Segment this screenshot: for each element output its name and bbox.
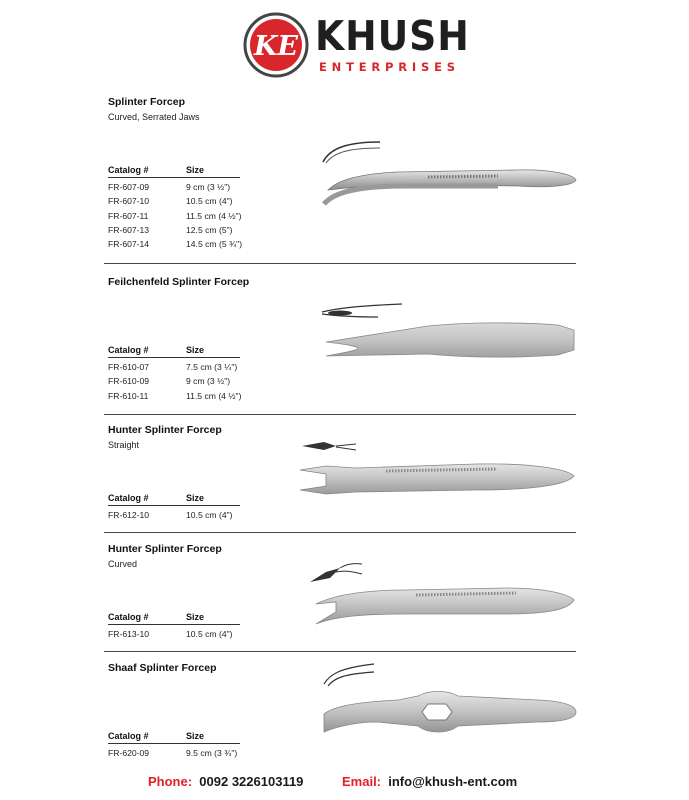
catalog-number: FR-610-07 (108, 362, 150, 372)
catalog-number: FR-620-09 (108, 748, 150, 758)
catalog-header: Catalog # (108, 731, 149, 741)
product-title: Feilchenfeld Splinter Forcep (108, 276, 250, 288)
catalog-number: FR-607-11 (108, 210, 149, 221)
phone-contact (148, 774, 303, 789)
catalog-number: FR-607-14 (108, 239, 150, 250)
brand-name: KHUSH (315, 12, 470, 60)
product-subtitle: Straight (108, 440, 140, 450)
table-row (108, 389, 240, 403)
table-row (108, 237, 243, 251)
size-value: 12.5 cm (5") (186, 224, 233, 235)
phone-number[interactable]: 0092 3226103119 (199, 774, 304, 789)
size-value: 9 cm (3 ½") (186, 182, 231, 192)
spec-table (108, 345, 240, 403)
table-row (108, 194, 240, 208)
size-header: Size (186, 612, 205, 622)
product-title: Hunter Splinter Forcep (108, 424, 222, 436)
size-value: 14.5 cm (5 ¾") (186, 239, 243, 250)
spec-table-header (108, 493, 240, 506)
shaaf-forcep-illustration (318, 656, 580, 736)
catalog-header: Catalog # (108, 165, 149, 175)
monogram-text: KE (253, 31, 299, 62)
product-title: Splinter Forcep (108, 96, 186, 108)
email-label: Email: (342, 774, 382, 789)
spec-table-header (108, 612, 240, 625)
catalog-number: FR-607-09 (108, 182, 150, 192)
section-divider (104, 263, 576, 264)
size-value: 9 cm (3 ½") (186, 376, 231, 387)
phone-label: Phone: (148, 774, 193, 789)
product-title: Shaaf Splinter Forcep (108, 662, 217, 674)
spec-table-header (108, 731, 240, 744)
size-value: 10.5 cm (4") (186, 196, 233, 207)
product-subtitle: Curved (108, 559, 138, 569)
contact-footer (0, 774, 689, 792)
table-row (108, 746, 240, 760)
product-title: Hunter Splinter Forcep (108, 543, 222, 555)
email-address[interactable]: info@khush-ent.com (388, 774, 518, 789)
feilchenfeld-forcep-illustration (318, 300, 580, 362)
size-header: Size (186, 165, 205, 175)
table-row (108, 374, 240, 388)
catalog-number: FR-607-10 (108, 196, 150, 207)
table-row (108, 508, 240, 522)
size-value: 10.5 cm (4") (186, 629, 233, 639)
product-subtitle: Curved, Serrated Jaws (108, 112, 200, 122)
size-value: 7.5 cm (3 ¼") (186, 362, 238, 372)
section-divider (104, 651, 576, 652)
size-value: 10.5 cm (4") (186, 510, 233, 520)
table-row (108, 627, 240, 641)
size-value: 11.5 cm (4 ½") (186, 390, 242, 401)
size-value: 11.5 cm (4 ½") (186, 210, 242, 221)
size-header: Size (186, 345, 205, 355)
size-header: Size (186, 493, 205, 503)
brand-subtitle: ENTERPRISES (319, 60, 460, 74)
catalog-header: Catalog # (108, 612, 149, 622)
hunter-curved-forcep-illustration (306, 558, 578, 630)
section-divider (104, 532, 576, 533)
spec-table (108, 612, 240, 641)
catalog-header: Catalog # (108, 493, 149, 503)
table-row (108, 360, 240, 374)
catalog-header: Catalog # (108, 345, 149, 355)
section-divider (104, 414, 576, 415)
catalog-number: FR-610-11 (108, 390, 149, 401)
spec-table (108, 165, 243, 251)
ke-monogram-icon (243, 12, 309, 78)
catalog-number: FR-610-09 (108, 376, 150, 387)
size-value: 9.5 cm (3 ¾") (186, 748, 238, 758)
catalog-number: FR-613-10 (108, 629, 150, 639)
size-header: Size (186, 731, 205, 741)
catalog-number: FR-612-10 (108, 510, 150, 520)
catalog-number: FR-607-13 (108, 224, 150, 235)
spec-table (108, 493, 240, 522)
spec-table-header (108, 345, 240, 358)
table-row (108, 209, 240, 223)
email-contact (342, 774, 517, 789)
brand-logo (243, 12, 473, 78)
hunter-straight-forcep-illustration (296, 438, 578, 500)
table-row (108, 223, 240, 237)
spec-table-header (108, 165, 240, 178)
spec-table (108, 731, 240, 760)
table-row (108, 180, 240, 194)
curved-forcep-illustration (318, 136, 580, 208)
